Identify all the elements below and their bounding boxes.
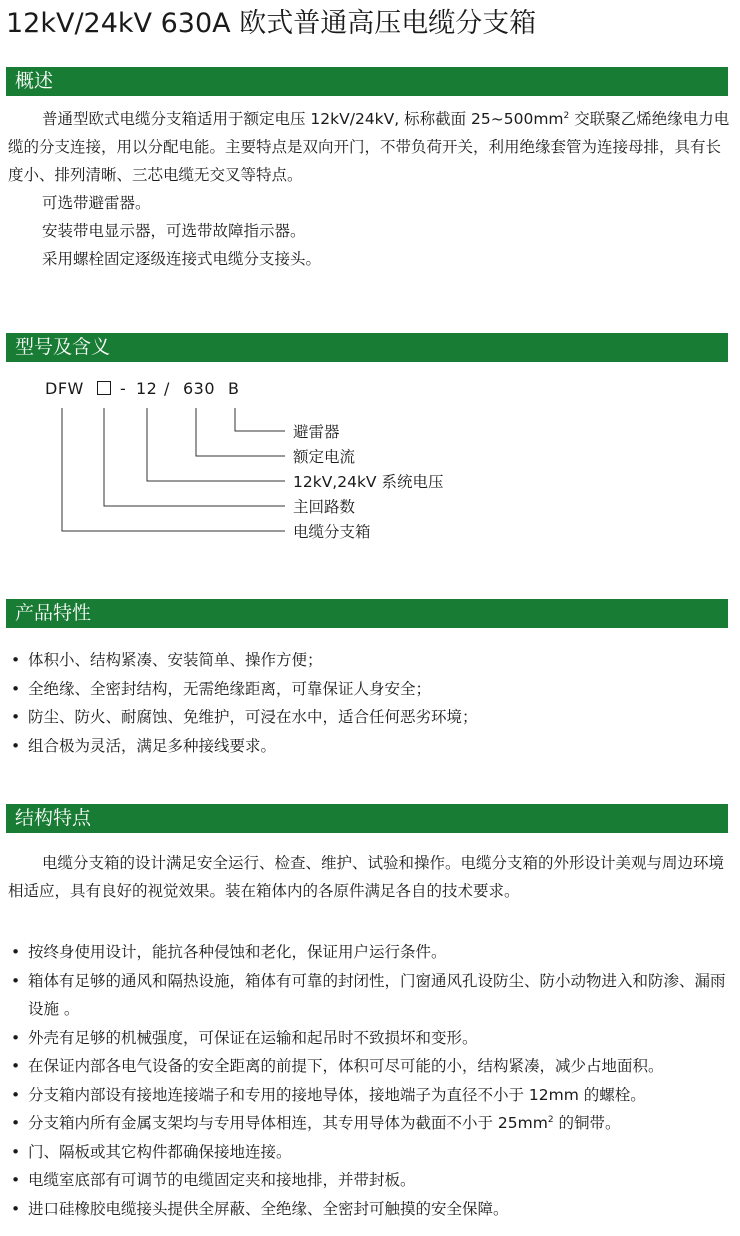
- model-code-slash: /: [164, 379, 170, 398]
- list-item-text: 按终身使用设计，能抗各种侵蚀和老化，保证用户运行条件。: [28, 943, 447, 961]
- bullet-icon: •: [11, 971, 21, 990]
- bullet-icon: •: [11, 679, 21, 698]
- list-item-text: 电缆室底部有可调节的电缆固定夹和接地排，并带封板。: [28, 1171, 416, 1189]
- bullet-icon: •: [11, 1142, 21, 1161]
- superscript: 2: [547, 1114, 554, 1125]
- list-item: [10, 703, 730, 732]
- model-code-box: [97, 379, 111, 398]
- structure-intro-text: 电缆分支箱的设计满足安全运行、检查、维护、试验和操作。电缆分支箱的外形设计美观与周边环境相适应，具有良好的视觉效果。装在箱体内的各原件满足各自的技术要求。: [8, 854, 725, 900]
- bullet-icon: •: [11, 1171, 21, 1189]
- bullet-icon: •: [11, 1199, 21, 1218]
- list-item: [10, 1195, 730, 1224]
- list-item-text: 外壳有足够的机械强度，可保证在运输和起吊时不致损坏和变形。: [28, 1028, 478, 1047]
- bullet-icon: •: [11, 736, 21, 755]
- overview-text-a: 普通型欧式电缆分支箱适用于额定电压 12kV/24kV, 标称截面 25~500mm: [42, 110, 564, 128]
- bullet-icon: •: [11, 1028, 21, 1047]
- model-code-current: 630: [183, 379, 216, 398]
- overview-body: [8, 105, 730, 273]
- bullet-icon: •: [11, 708, 21, 726]
- leader-current: [196, 408, 285, 456]
- list-item: [10, 1138, 730, 1167]
- meaning-label: 避雷器: [293, 423, 340, 441]
- overview-line: 可选带避雷器。: [42, 194, 151, 212]
- bullet-icon: •: [11, 1085, 21, 1104]
- overview-main-paragraph: [8, 105, 730, 189]
- overview-text-b: 交联聚乙烯绝缘电力电缆的分支连接，用以分配电能。主要特点是双向开门，不带负荷开关，利用绝缘套管为连接母排，具有长度小、排列清晰、三芯电缆无交叉等特点。: [8, 110, 730, 184]
- list-item-text: 分支箱内部设有接地连接端子和专用的接地导体，接地端子为直径不小于 12mm 的螺栓。: [28, 1085, 646, 1104]
- section-heading-overview: 概述: [6, 67, 728, 96]
- overview-superscript: 2: [563, 110, 570, 121]
- model-code-voltage: 12: [136, 379, 158, 398]
- page-title: 12kV/24kV 630A 欧式普通高压电缆分支箱: [6, 8, 537, 39]
- list-item: [10, 1052, 730, 1081]
- bullet-icon: •: [11, 943, 21, 961]
- meaning-label: 主回路数: [293, 498, 356, 516]
- meaning-label: 12kV,24kV 系统电压: [293, 473, 444, 491]
- square-placeholder-icon: [97, 381, 111, 395]
- bullet-icon: •: [11, 1057, 21, 1075]
- list-item-text: 分支箱内所有金属支架均与专用导体相连，其专用导体为截面不小于 25mm: [28, 1114, 548, 1132]
- bullet-icon: •: [11, 651, 21, 669]
- list-item-text: 全绝缘、全密封结构，无需绝缘距离，可靠保证人身安全；: [28, 679, 432, 698]
- list-item: [10, 732, 730, 761]
- list-item-text: 体积小、结构紧凑、安装简单、操作方便；: [28, 651, 323, 669]
- list-item-text: 箱体有足够的通风和隔热设施，箱体有可靠的封闭性，门窗通风孔设防尘、防小动物进入和防渗、漏雨设施 。: [28, 971, 726, 1018]
- list-item: [10, 938, 730, 967]
- list-item-text: 在保证内部各电气设备的安全距离的前提下，体积可尽可能的小，结构紧凑，减少占地面积。: [28, 1057, 664, 1075]
- features-list: [10, 646, 730, 760]
- section-heading-structure: 结构特点: [6, 804, 728, 833]
- list-item-text: 防尘、防火、耐腐蚀、免维护，可浸在水中，适合任何恶劣环境；: [28, 708, 478, 726]
- section-heading-model: 型号及含义: [6, 333, 728, 362]
- leader-b: [235, 408, 285, 431]
- leader-circuits: [104, 408, 285, 506]
- list-item: [10, 675, 730, 704]
- model-code-dfw: DFW: [45, 379, 84, 398]
- model-code-dash: -: [120, 379, 127, 398]
- overview-line: 采用螺栓固定逐级连接式电缆分支接头。: [42, 250, 322, 268]
- list-item-text: 进口硅橡胶电缆接头提供全屏蔽、全绝缘、全密封可触摸的安全保障。: [28, 1199, 509, 1218]
- leader-voltage: [147, 408, 285, 481]
- list-item: [10, 1166, 730, 1195]
- meaning-label: 电缆分支箱: [293, 523, 371, 541]
- list-item-text: 组合极为灵活，满足多种接线要求。: [28, 736, 277, 755]
- list-item: [10, 1109, 730, 1138]
- list-item: [10, 646, 730, 675]
- structure-list: [10, 938, 730, 1223]
- overview-line: 安装带电显示器，可选带故障指示器。: [42, 222, 306, 240]
- list-item-text: 的铜带。: [553, 1114, 621, 1132]
- list-item-text: 门、隔板或其它构件都确保接地连接。: [28, 1142, 292, 1161]
- leader-box: [62, 408, 285, 531]
- meaning-label: 额定电流: [293, 448, 356, 466]
- list-item: [10, 1081, 730, 1110]
- list-item: [10, 967, 730, 1024]
- model-diagram: [0, 375, 740, 550]
- list-item: [10, 1024, 730, 1053]
- bullet-icon: •: [11, 1114, 21, 1132]
- section-heading-features: 产品特性: [6, 599, 728, 628]
- structure-intro: [8, 849, 730, 905]
- model-code-b: B: [228, 379, 240, 398]
